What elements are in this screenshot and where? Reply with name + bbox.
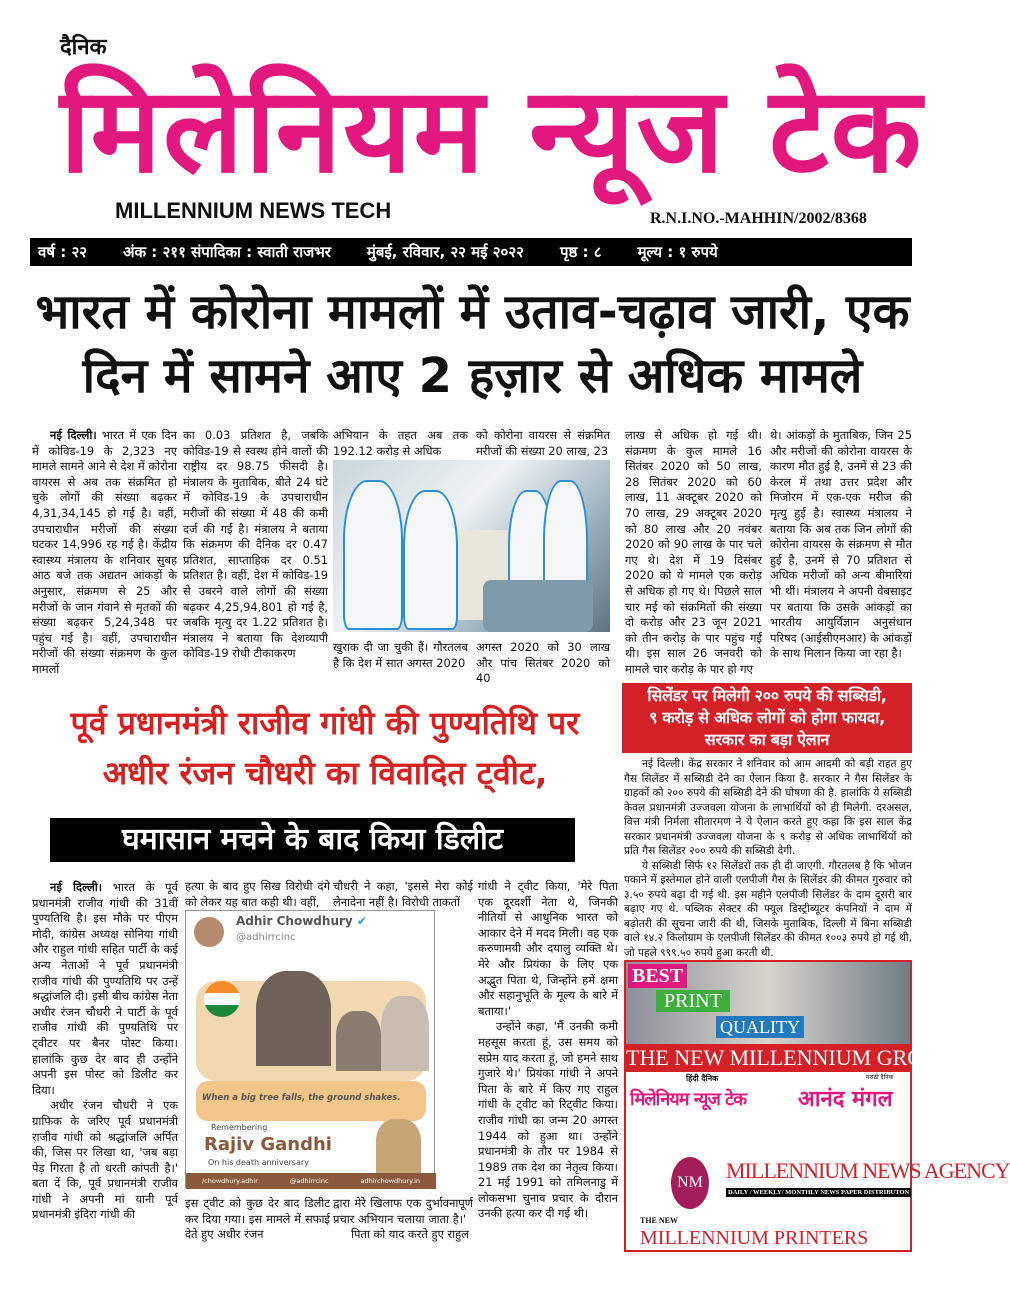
twitter-link: @adhirrcinc: [289, 1177, 329, 1185]
rajiv-column-1: [32, 880, 178, 1245]
lead-column-4-top: को कोरोना वायरस से संक्रमित मरीजों की संख्या 20 लाख, 23: [476, 428, 610, 458]
masthead-english-title: MILLENNIUM NEWS TECH: [115, 198, 392, 223]
paper2-logo: आनंद मंगल: [798, 1087, 893, 1112]
lead-headline-line2: दिन में सामने आए 2 हज़ार से अधिक मामले: [82, 348, 863, 404]
subsidy-article: नई दिल्ली। केंद्र सरकार ने शनिवार को आम आदमी को बड़ी राहत हुए गैस सिलेंडर में सब्सिडी देने का ऐलान किया है. सरकार ने गैस सिलेंडर के ग्राहकों को २०० रुपये की सब्सिडी देने की घोषणा की है. हालांकि ये सब्सिडी केवल प्रधानमंत्री उज्जवला योजना के लाभार्थियों को ही मिलेगी. दरअसल, वित्त मंत्री निर्मला सीतारमण ने ये ऐलान करते हुए कहा कि इस साल केंद्र सरकार प्रधानमंत्री उज्जवला योजना के ९ करोड़ से अधिक लाभार्थियों को प्रति गैस सिलेंडर २०० रुपये की सब्सिडी देगी. ये सब्सिडी सिर्फ १२ सिलेंडरों तक ही दी जाएगी. गौरतलब है कि भोजन पकाने में इस्तेमाल होने वाली एलपीजी गैस के सिलेंडर की कीमत गुरुवार को ३.५० रुपये बढ़ा दी गई थी. इस महीने एलपीजी सिलेंडर के दाम दूसरी बार बढ़ाए गए थे. पब्लिक सेक्टर की फ्यूल डिस्ट्रीब्यूटर कंपनियों ने दाम में बढ़ोतरी की सूचना जारी की थी, जिसके मुताबिक, दिल्ली में बिना सब्सिडी वाले १४.२ किलोग्राम के एलपीजी सिलेंडर की कीमत १००३ रुपये हो गई थी, जो पहले ९९९.५० रुपये हुआ करती थी.: [624, 758, 912, 959]
tweet-person: Rajiv Gandhi: [204, 1134, 332, 1155]
lead-column-2: का 0.03 प्रतिशत है, जबकि कोविड-19 से स्वस्थ होने वालों की राष्ट्रीय दर 98.75 फीसदी है। मंत्रालय के मुताबिक, बीते 24 घंटे में कोविड-19 के उपचाराधीन मरीजों की संख्या में 48 की कमी दर्ज की गई है। मंत्रालय ने बताया कि संक्रमण की दैनिक दर 0.47 प्रतिशत, साप्ताहिक दर 0.51 प्रतिशत है। वहीं, देश में कोविड-19 से उबरने वाले लोगों की संख्या बढ़कर 4,25,94,801 हो गई है, जबकि मृत्यु दर 1.22 प्रतिशत है। मंत्रालय ने बताया कि देशव्यापी कोविड-19 रोधी टीकाकरण: [183, 428, 328, 661]
rajiv-portrait: [256, 971, 331, 1066]
year: वर्ष : २२: [38, 243, 88, 261]
rajiv-col4-p1: गांधी ने ट्वीट किया, 'मेरे पिता एक दूरदर्शी नेता थे, जिनकी नीतियों से आधुनिक भारत को आकार देने में मदद मिली। वह एक करुणामयी और दयालु व्यक्ति थे। मेरे और प्रियंका के लिए एक अद्भुत पिता थे, जिन्होंने हमें क्षमा और सहानुभूति के मूल्य के बारे में बताया।': [478, 879, 618, 1018]
millennium-group-ad: BEST PRINT QUALITY THE NEW MILLENNIUM GROUP हिंदी दैनिक मिलेनियम न्यूज टेक मराठी दैनिक आनंद मंगल NM MILLENNIUM NEWS AGENCY DAILY / WEEKLY/ MONTHLY NEWS PAPER DISTRIBUTON THE NEW MILLENNIUM PRINTERS: [624, 960, 912, 1252]
lead-headline: [30, 280, 915, 408]
lead-headline-line1: भारत में कोरोना मामलों में उताव-चढ़ाव जारी, एक: [35, 284, 910, 340]
tweet-occasion: On his death anniversary: [208, 1158, 309, 1167]
covid-ward-photo: [333, 460, 610, 632]
dateline: मुंबई, रविवार, २२ मई २०२२: [366, 243, 524, 261]
lead-column-1: [32, 428, 177, 674]
rajiv-subheadline-band: घमासान मचने के बाद किया डिलीट: [50, 818, 575, 862]
rajiv-column-2-top: हत्या के बाद हुए सिख विरोधी दंगे को लेकर यह बात कही थी। वहीं,: [185, 879, 330, 909]
avatar: [194, 917, 224, 947]
tweet-remembering: Remembering: [211, 1123, 268, 1132]
issue-editor: अंक : २११ संपादिका : स्वाती राजभर: [123, 243, 331, 261]
congress-hand-icon: [204, 981, 240, 1017]
rajiv-col4-p2: उन्होंने कहा, 'मैं उनकी कमी महसूस करता हूं, उस समय को सप्रेम याद करता हूं, जो हमने साथ गुजारे थे।' प्रियंका गांधी ने अपने पिता के बारे में किए गए राहुल गांधी के ट्वीट को रिट्वीट किया। राजीव गांधी का जन्म 20 अगस्त 1944 को हुआ था। उन्होंने प्रधानमंत्री के तौर पर 1984 से 1989 तक देश का नेतृत्व किया। 21 मई 1991 को तमिलनाडु में लोकसभा चुनाव प्रचार के दौरान उनकी हत्या कर दी गई थी।: [478, 1019, 618, 1221]
tweet-author: Adhir Chowdhury ✔: [236, 914, 367, 928]
tweet-image: [185, 910, 435, 1188]
page-count: पृष्ठ : ८: [559, 243, 602, 261]
rajiv-col1-p1: भारत के पूर्व प्रधानमंत्री राजीव गांधी की 31वीं पुण्यतिथि है। इस मौके पर पीएम मोदी, कांग्रेस अध्यक्ष सोनिया गांधी और राहुल गांधी सहित पार्टी के कई अन्य नेताओं ने पूर्व प्रधानमंत्री राजीव गांधी की पुण्यतिथि पर उन्हें श्रद्धांजलि दी। इसी बीच कांग्रेस नेता अधीर रंजन चौधरी ने पार्टी के पूर्व राजीव गांधी की पुण्यतिथि पर ट्वीटर पर बैनर पोस्ट किया। हालांकि कुछ देर बाद ही उन्होंने अपनी इस पोस्ट को डिलीट कर दिया।: [32, 880, 178, 1097]
rajiv-headline-line2: अधीर रंजन चौधरी का विवादित ट्वीट,: [102, 754, 548, 792]
rni-number: R.N.I.NO.-MAHHIN/2002/8368: [650, 210, 867, 227]
rajiv-column-3-bottom: द्वारा मेरे खिलाफ एक दुर्भावनापूर्ण प्रचार अभियान चलाया जाता है।' पिता को याद करते हुए राहुल: [333, 1196, 473, 1242]
masthead-daily-label: दैनिक: [60, 35, 107, 60]
rajiv-column-3-top: चौधरी ने कहा, 'इससे मेरा कोई लेनादेना नहीं है। विरोधी ताकतों: [333, 879, 473, 909]
rajiv-headline-line1: पूर्व प्रधानमंत्री राजीव गांधी की पुण्यतिथि पर: [70, 704, 580, 742]
price: मूल्य : १ रुपये: [637, 243, 718, 261]
lead-dateline: नई दिल्ली।: [50, 428, 97, 442]
facebook-link: /chowdhury.adhir: [201, 1177, 258, 1185]
rajiv-column-4: [478, 879, 618, 1244]
info-bar: [30, 238, 912, 266]
paper1-logo: मिलेनियम न्यूज टेक: [630, 1089, 747, 1110]
group-name: THE NEW MILLENNIUM GROUP: [626, 1045, 952, 1070]
lead-column-6: थे। आंकड़ों के मुताबिक, जिन 25 और मरीजों की कोरोना वायरस के कारण मौत हुई है, उनमें से 23 की केरल में तथा उत्तर प्रदेश और मिजोरम में एक-एक मरीज की मृत्यु हुई है। स्वास्थ्य मंत्रालय ने बताया कि अब तक जिन लोगों की कोरोना वायरस के संक्रमण से मौत हुई है, उनमें से 70 प्रतिशत से अधिक मरीजों को अन्य बीमारियां भी थीं। मंत्रालय ने अपनी वेबसाइट पर बताया कि उसके आंकड़ों का भारतीय आयुर्विज्ञान अनुसंधान परिषद (आईसीएमआर) के आंकड़ों के साथ मिलान किया जा रहा है।: [770, 428, 912, 661]
rajiv-col1-p2: अधीर रंजन चौधरी ने एक ग्राफिक के जरिए पूर्व प्रधानमंत्री राजीव गांधी को श्रद्धांजलि अर्पित की, जिस पर लिखा था, 'जब बड़ा पेड़ गिरता है तो धरती कांपती है।' बता दें कि, पूर्व प्रधानमंत्री राजीव गांधी ने अपनी मां यानी पूर्व प्रधानमंत्री इंदिरा गांधी की: [32, 1098, 178, 1222]
nm-logo: NM: [671, 1157, 709, 1209]
rajiv-column-2-bottom: इस ट्वीट को कुछ देर बाद डिलीट कर दिया गया। इस मामले में सफाई देते हुए अधीर रंजन: [185, 1196, 330, 1242]
lead-column-3-bottom: खुराक दी जा चुकी हैं। गौरतलब है कि देश में सात अगस्त 2020: [333, 640, 468, 670]
tweet-quote: When a big tree falls, the ground shakes.: [202, 1093, 401, 1103]
tweet-footer: [186, 1173, 436, 1189]
masthead-title: मिलेनियम न्यूज टेक: [60, 61, 924, 199]
verified-icon: ✔: [356, 914, 367, 928]
lead-column-3-top: अभियान के तहत अब तक 192.12 करोड़ से अधिक: [333, 428, 468, 458]
tweet-handle: @adhirrcinc: [236, 932, 296, 943]
lead-column-4-bottom: अगस्त 2020 को 30 लाख और पांच सितंबर 2020 को 40: [476, 640, 610, 686]
rajiv-dateline: नई दिल्ली।: [50, 880, 103, 894]
lead-column-5: लाख से अधिक हो गई थी। संक्रमण के कुल मामले 16 सितंबर 2020 को 50 लाख, 28 सितंबर 2020 को 60 लाख, 11 अक्टूबर 2020 को 70 लाख, 29 अक्टूबर 2020 को 80 लाख और 20 नवंबर 2020 को 90 लाख के पार चले गए थे। देश में 19 दिसंबर 2020 को ये मामले एक करोड़ से अधिक हो गए थे। पिछले साल चार मई को संक्रमितों की संख्या दो करोड़ और 23 जून 2021 को तीन करोड़ के पार पहुंच गई थी। इस साल 26 जनवरी को मामले चार करोड़ के पार हो गए: [625, 428, 762, 676]
rajiv-headline: [30, 698, 620, 798]
website-link: adhirchowdhury.in: [360, 1177, 420, 1185]
adhir-photo: [376, 1119, 421, 1173]
lead-col1-text: भारत में एक दिन में कोविड-19 के 2,323 नए मामले सामने आने से देश में कोरोना वायरस से अब तक संक्रमित हो चुके लोगों की संख्या बढ़कर 4,31,34,145 हो गई है। वहीं, उपचाराधीन मरीजों की संख्या घटकर 14,996 रह गई है। केंद्रीय स्वास्थ्य मंत्रालय के शनिवार सुबह आठ बजे तक अद्यतन आंकड़ों के अनुसार, संक्रमण से 25 और मरीजों के जान गंवाने से मृतकों की संख्या बढ़कर 5,24,348 पर पहुंच गई है। वहीं, उपचाराधीन मरीजों की संख्या संक्रमण के कुल मामलों: [32, 428, 177, 676]
subsidy-headline: सिलेंडर पर मिलेगी २०० रुपये की सब्सिडी, ९ करोड़ से अधिक लोगों को होगा फायदा, सरकार का बड़ा ऐलान: [622, 683, 912, 753]
